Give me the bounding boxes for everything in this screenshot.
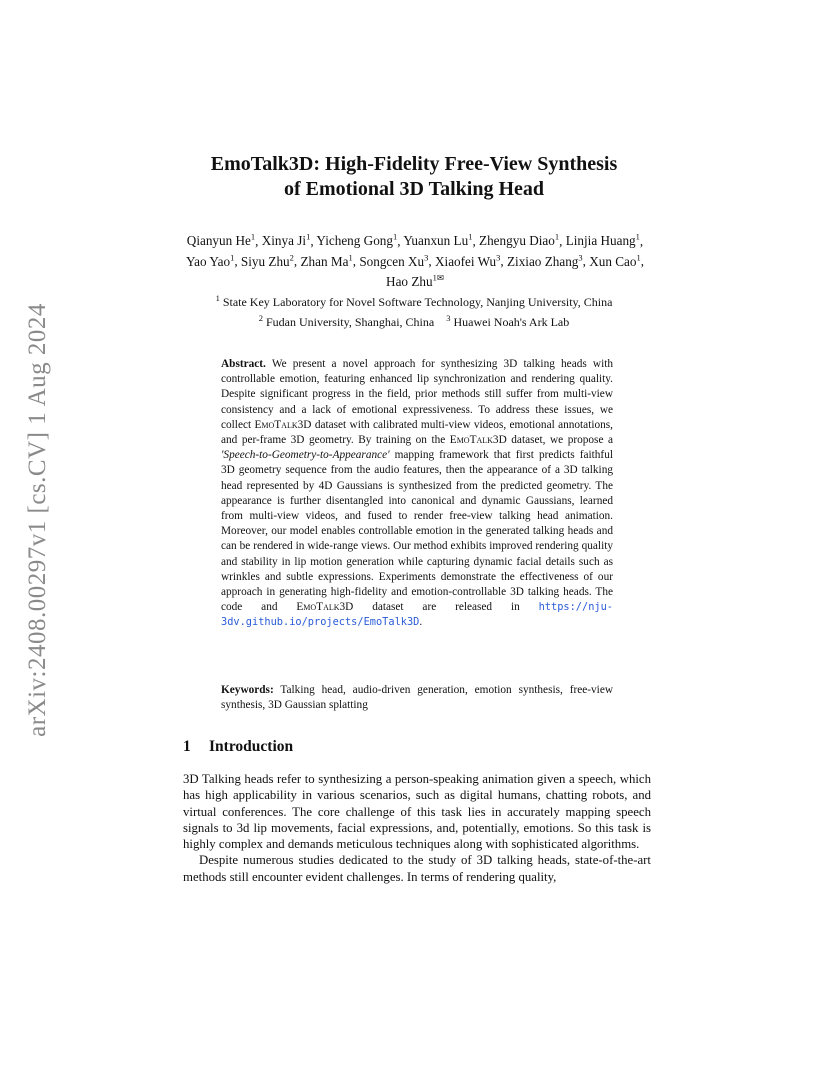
paragraph: Despite numerous studies dedicated to the study of 3D talking heads, state-of-the-art methods still encounter evident challenges. In terms of rendering quality, <box>183 853 651 884</box>
author: Yicheng Gong$^1$ <box>316 232 398 249</box>
abstract: Abstract. We present a novel approach for synthesizing 3D talking heads with controllable emotion, featuring enhanced lip synchronization and rendering quality. Despite significant progress in the field, prior methods still suffer from multi-view consistency and a lack of emotional expressiveness. To address these issues, we collect EmoTalk3D dataset with calibrated multi-view videos, emotional annotations, and per-frame 3D geometry. By training on the EmoTalk3D dataset, we propose a 'Speech-to-Geometry-to-Appearance' mapping framework that first predicts faithful 3D geometry sequence from the audio features, then the appearance of a 3D talking head represented by 4D Gaussians is synthesized from the predicted geometry. The appearance is further disentangled into canonical and dynamic Gaussians, learned from multi-view videos, and fused to render free-view talking head animation. Moreover, our model enables controllable emotion in the generated talking heads and can be rendered in wide-range views. Our method exhibits improved rendering quality and stability in lip motion generation while capturing dynamic facial details such as wrinkles and subtle expressions. Experiments demonstrate the effectiveness of our approach in generating high-fidelity and emotion-controllable 3D talking heads. The code and EmoTalk3D dataset are released in https://nju-3dv.github.io/projects/EmoTalk3D. <box>221 358 614 629</box>
author: Hao Zhu$^{1✉}$ <box>386 272 444 290</box>
abstract-label: Abstract. <box>221 358 266 370</box>
author: Zhan Ma$^1$ <box>300 252 353 269</box>
arxiv-side-stamp <box>14 285 62 755</box>
project-link[interactable]: https://nju-3dv.github.io/projects/EmoTalk3D <box>221 601 614 629</box>
author: Songcen Xu$^3$ <box>359 252 429 269</box>
author: Yuanxun Lu$^1$ <box>403 232 473 249</box>
section-number: 1 <box>183 738 191 755</box>
author-list: Qianyun He$^1$, Xinya Ji$^1$, Yicheng Gong$^1$, Yuanxun Lu$^1$, Zhengyu Diao$^1$, Linjia Huang$^1$, Yao Yao$^1$, Siyu Zhu$^2$, Zhan Ma$^1$, Songcen Xu$^3$, Xiaofei Wu$^3$, Zixiao Zhang$^3$, Xun Cao$^1$, Hao Zhu$^{1✉}$ <box>185 232 645 290</box>
paper-title <box>0 152 828 202</box>
paragraph: 3D Talking heads refer to synthesizing a person-speaking animation given a speech, which has high applicability in various scenarios, such as digital humans, chatting robots, and virtual conferences. The core challenge of this task lies in accurately mapping speech signals to 3d lip movements, facial expressions, and, potentially, emotions. So this task is highly complex and demands meticulous techniques along with sophisticated algorithms. <box>183 772 651 852</box>
author: Xiaofei Wu$^3$ <box>435 252 501 269</box>
author: Zhengyu Diao$^1$ <box>479 232 560 249</box>
arxiv-identifier: arXiv:2408.00297v1 [cs.CV] 1 Aug 2024 <box>24 303 51 737</box>
affiliation-2-3: $^2$ Fudan University, Shanghai, China $^3$ Huawei Noah's Ark Lab <box>258 313 570 329</box>
section-title: Introduction <box>209 738 294 755</box>
author: Siyu Zhu$^2$ <box>240 252 294 269</box>
title-line-1: EmoTalk3D: High-Fidelity Free-View Synthesis <box>210 153 618 175</box>
author: Linjia Huang$^1$ <box>565 232 640 249</box>
author: Xun Cao$^1$ <box>589 252 641 269</box>
title-line-2: of Emotional 3D Talking Head <box>283 178 545 200</box>
keywords <box>221 683 613 713</box>
intro-body <box>183 771 651 885</box>
author: Yao Yao$^1$ <box>185 252 235 269</box>
author: Xinya Ji$^1$ <box>261 232 311 249</box>
affiliations <box>0 290 828 330</box>
keywords-label: Keywords: <box>221 684 274 696</box>
author: Qianyun He$^1$ <box>186 232 256 249</box>
keywords-text: Talking head, audio-driven generation, emotion synthesis, free-view synthesis, 3D Gaussian splatting <box>221 684 613 712</box>
dataset-name: EmoTalk3D <box>449 434 507 447</box>
section-heading <box>183 738 293 756</box>
dataset-name: EmoTalk3D <box>296 601 354 614</box>
affiliation-1: $^1$ State Key Laboratory for Novel Software Technology, Nanjing University, China <box>215 293 613 309</box>
author: Zixiao Zhang$^3$ <box>506 252 583 269</box>
framework-name: 'Speech-to-Geometry-to-Appearance' <box>221 449 390 462</box>
dataset-name: EmoTalk3D <box>254 418 312 431</box>
